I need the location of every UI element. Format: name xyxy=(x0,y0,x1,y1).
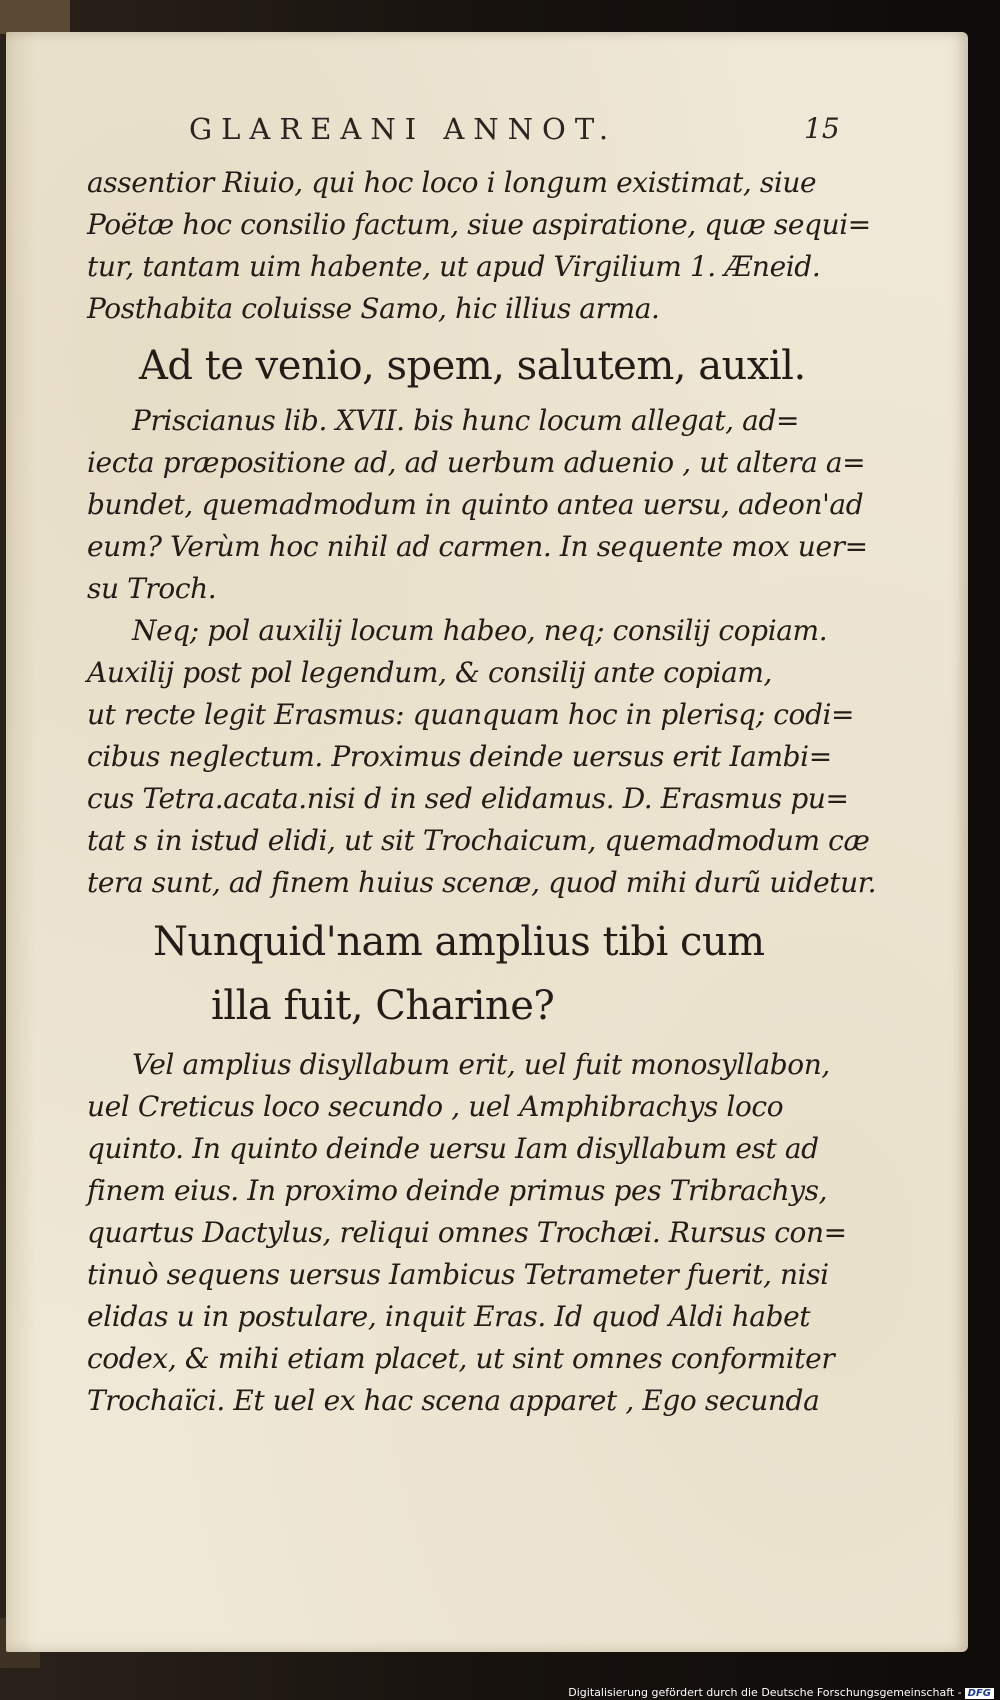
text-line: Poëtæ hoc consilio factum, siue aspiratione, quæ sequi= xyxy=(87,208,871,241)
text-line: uel Creticus loco secundo , uel Amphibrachys loco xyxy=(87,1090,784,1123)
text-line: Trochaïci. Et uel ex hac scena apparet , Ego secunda xyxy=(87,1384,820,1417)
paragraph-3 xyxy=(87,610,877,904)
credit-text: Digitalisierung gefördert durch die Deutsche Forschungsgemeinschaft - xyxy=(568,1686,962,1699)
text-line: quinto. In quinto deinde uersu Iam disyllabum est ad xyxy=(87,1132,819,1165)
text-line: Neq; pol auxilij locum habeo, neq; consilij copiam. xyxy=(132,614,828,647)
text-line: bundet, quemadmodum in quinto antea uersu, adeon'ad xyxy=(87,488,864,521)
text-line: ut recte legit Erasmus: quanquam hoc in plerisq; codi= xyxy=(87,698,855,731)
paragraph-2 xyxy=(87,400,868,610)
text-line: Auxilij post pol legendum, & consilij ante copiam, xyxy=(87,656,773,689)
page-number: 15 xyxy=(804,112,840,145)
text-line: iecta præpositione ad, ad uerbum aduenio , ut altera a= xyxy=(87,446,866,479)
text-line: tur, tantam uim habente, ut apud Virgilium 1. Æneid. xyxy=(87,250,821,283)
dfg-logo: DFG xyxy=(965,1688,994,1699)
book-cover-corner xyxy=(0,0,70,34)
text-line: Posthabita coluisse Samo, hic illius arma. xyxy=(87,292,660,325)
text-line: su Troch. xyxy=(87,572,217,605)
text-line: cibus neglectum. Proximus deinde uersus erit Iambi= xyxy=(87,740,832,773)
lemma-heading-2-line-1: Nunquid'nam amplius tibi cum xyxy=(153,919,765,965)
page-text xyxy=(87,162,877,1422)
paragraph-4 xyxy=(87,1044,847,1422)
text-line: tera sunt, ad finem huius scenæ, quod mihi durũ uidetur. xyxy=(87,866,877,899)
text-line: Vel amplius disyllabum erit, uel fuit monosyllabon, xyxy=(132,1048,830,1081)
text-line: cus Tetra.acata.nisi d in sed elidamus. D. Erasmus pu= xyxy=(87,782,849,815)
text-line: tat s in istud elidi, ut sit Trochaicum, quemadmodum cæ xyxy=(87,824,870,857)
text-line: codex, & mihi etiam placet, ut sint omnes conformiter xyxy=(87,1342,835,1375)
text-line: eum? Verùm hoc nihil ad carmen. In sequente mox uer= xyxy=(87,530,868,563)
text-line: finem eius. In proximo deinde primus pes Tribrachys, xyxy=(87,1174,828,1207)
digitization-credit xyxy=(568,1686,994,1699)
text-line: tinuò sequens uersus Iambicus Tetrameter fuerit, nisi xyxy=(87,1258,829,1291)
text-line: quartus Dactylus, reliqui omnes Trochæi. Rursus con= xyxy=(87,1216,847,1249)
lemma-heading-1: Ad te venio, spem, salutem, auxil. xyxy=(139,343,806,389)
text-line: elidas u in postulare, inquit Eras. Id quod Aldi habet xyxy=(87,1300,811,1333)
running-title: GLAREANI ANNOT. xyxy=(189,112,618,146)
lemma-heading-2-line-2: illa fuit, Charine? xyxy=(211,983,555,1029)
text-line: assentior Riuio, qui hoc loco i longum existimat, siue xyxy=(87,166,817,199)
paragraph-1 xyxy=(87,162,871,330)
text-line: Priscianus lib. XVII. bis hunc locum allegat, ad= xyxy=(132,404,800,437)
